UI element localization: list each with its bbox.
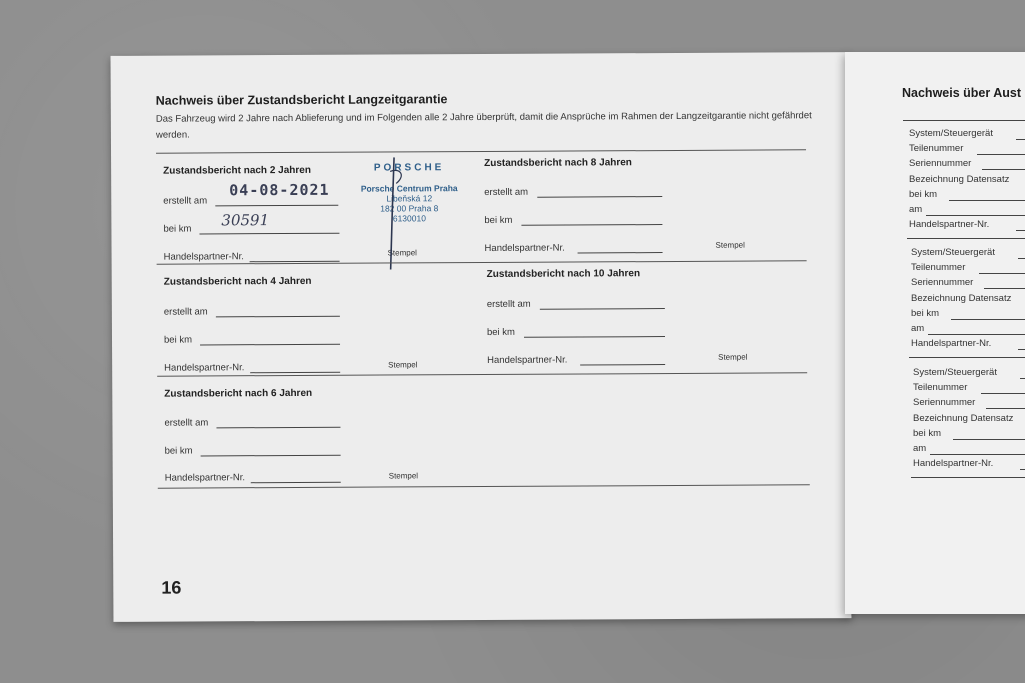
- erstellt-am-field[interactable]: [216, 316, 340, 318]
- divider: [903, 120, 1025, 121]
- right-field-label: Bezeichnung Datensatz: [909, 173, 1010, 185]
- right-field-line[interactable]: [928, 334, 1025, 335]
- section-title-6-years: Zustandsbericht nach 6 Jahren: [164, 387, 313, 400]
- right-field-line[interactable]: [982, 169, 1025, 170]
- stempel-label: Stempel: [388, 360, 418, 370]
- right-field-label: Teilenummer: [909, 143, 964, 155]
- stamp-number: 6130010: [392, 213, 426, 224]
- right-field-line[interactable]: [984, 288, 1025, 289]
- porsche-logo: PORSCHE: [373, 162, 445, 174]
- erstellt-am-label: erstellt am: [164, 417, 209, 429]
- right-field-label: System/Steuergerät: [911, 247, 995, 258]
- divider: [909, 357, 1025, 358]
- right-field-line[interactable]: [951, 319, 1025, 320]
- right-field-label: Seriennummer: [909, 158, 972, 170]
- handelspartner-label: Handelspartner-Nr.: [484, 242, 565, 254]
- handelspartner-field[interactable]: [580, 364, 665, 365]
- bei-km-field[interactable]: [199, 233, 339, 235]
- bei-km-field[interactable]: [201, 455, 341, 457]
- divider: [156, 149, 806, 153]
- right-field-line[interactable]: [1016, 230, 1025, 231]
- right-field-line[interactable]: [1016, 139, 1025, 140]
- stempel-label: Stempel: [715, 240, 745, 250]
- stempel-label: Stempel: [387, 248, 417, 258]
- intro-text: Das Fahrzeug wird 2 Jahre nach Ablieferung und im Folgenden alle 2 Jahre überprüft, damit die Ansprüche im Rahmen der Langzeitgarantie nicht gefährdet werden.: [155, 110, 812, 141]
- stempel-label: Stempel: [718, 352, 748, 362]
- right-field-label: bei km: [909, 188, 937, 200]
- handelspartner-label: Handelspartner-Nr.: [164, 472, 246, 484]
- right-field-line[interactable]: [949, 200, 1025, 201]
- bei-km-label: bei km: [484, 214, 513, 226]
- right-field-line[interactable]: [1018, 349, 1025, 350]
- erstellt-am-field[interactable]: [215, 205, 338, 207]
- right-field-line[interactable]: [986, 408, 1025, 409]
- right-field-line[interactable]: [981, 393, 1025, 394]
- section-title-8-years: Zustandsbericht nach 8 Jahren: [484, 157, 632, 169]
- handelspartner-label: Handelspartner-Nr.: [164, 362, 245, 374]
- divider: [158, 484, 810, 488]
- right-field-line[interactable]: [930, 454, 1025, 455]
- bei-km-field[interactable]: [200, 344, 340, 346]
- erstellt-am-field[interactable]: [537, 196, 662, 198]
- booklet-right-page: [845, 52, 1025, 614]
- page-number: 16: [161, 577, 182, 598]
- erstellt-am-value: 04-08-2021: [229, 180, 330, 200]
- handelspartner-label: Handelspartner-Nr.: [163, 251, 244, 263]
- handelspartner-label: Handelspartner-Nr.: [487, 354, 568, 366]
- bei-km-label: bei km: [164, 445, 193, 457]
- handelspartner-field[interactable]: [578, 252, 663, 253]
- right-field-line[interactable]: [953, 439, 1025, 440]
- right-field-label: bei km: [911, 307, 939, 319]
- erstellt-am-label: erstellt am: [486, 298, 531, 310]
- section-title-2-years: Zustandsbericht nach 2 Jahren: [163, 164, 311, 177]
- right-page-title: Nachweis über Aust: [902, 86, 1022, 100]
- stamp-city: 182 00 Praha 8: [380, 203, 439, 214]
- divider: [911, 477, 1025, 478]
- bei-km-field[interactable]: [524, 336, 665, 338]
- erstellt-am-field[interactable]: [216, 427, 340, 429]
- section-title-4-years: Zustandsbericht nach 4 Jahren: [163, 275, 312, 288]
- right-field-label: Handelspartner-Nr.: [909, 219, 990, 231]
- bei-km-value: 30591: [221, 211, 270, 230]
- right-field-label: Handelspartner-Nr.: [911, 338, 992, 350]
- section-title-10-years: Zustandsbericht nach 10 Jahren: [486, 268, 641, 280]
- right-field-line[interactable]: [979, 273, 1025, 274]
- signature-icon: [376, 149, 417, 279]
- right-field-label: Bezeichnung Datensatz: [911, 292, 1012, 304]
- stamp-street: Libeňská 12: [386, 193, 433, 204]
- right-field-line[interactable]: [1018, 258, 1025, 259]
- right-field-label: bei km: [913, 427, 941, 439]
- right-field-label: am: [913, 443, 927, 454]
- handelspartner-field[interactable]: [250, 372, 340, 373]
- booklet-left-page: [111, 52, 852, 622]
- right-field-label: am: [911, 323, 925, 334]
- divider: [907, 238, 1025, 239]
- bei-km-label: bei km: [163, 223, 192, 235]
- right-field-label: Teilenummer: [913, 382, 968, 394]
- right-field-label: am: [909, 204, 923, 215]
- erstellt-am-label: erstellt am: [163, 195, 208, 207]
- bei-km-field[interactable]: [521, 224, 662, 226]
- bei-km-label: bei km: [486, 326, 515, 338]
- right-field-line[interactable]: [1020, 469, 1025, 470]
- right-field-line[interactable]: [977, 154, 1025, 155]
- right-field-label: Handelspartner-Nr.: [913, 458, 994, 470]
- right-field-line[interactable]: [1020, 378, 1025, 379]
- erstellt-am-label: erstellt am: [484, 186, 529, 198]
- erstellt-am-field[interactable]: [540, 308, 665, 310]
- right-field-label: System/Steuergerät: [909, 128, 993, 139]
- right-field-label: Seriennummer: [913, 397, 976, 409]
- right-field-label: System/Steuergerät: [913, 367, 997, 378]
- stamp-dealer-name: Porsche Centrum Praha: [360, 183, 458, 194]
- bei-km-label: bei km: [163, 334, 193, 346]
- handelspartner-field[interactable]: [251, 482, 341, 483]
- right-field-label: Teilenummer: [911, 262, 966, 274]
- right-field-line[interactable]: [926, 215, 1025, 216]
- page-title: Nachweis über Zustandsbericht Langzeitgarantie: [155, 92, 448, 108]
- erstellt-am-label: erstellt am: [163, 306, 208, 318]
- stempel-label: Stempel: [388, 471, 419, 481]
- right-field-label: Bezeichnung Datensatz: [913, 412, 1014, 424]
- right-field-label: Seriennummer: [911, 277, 974, 289]
